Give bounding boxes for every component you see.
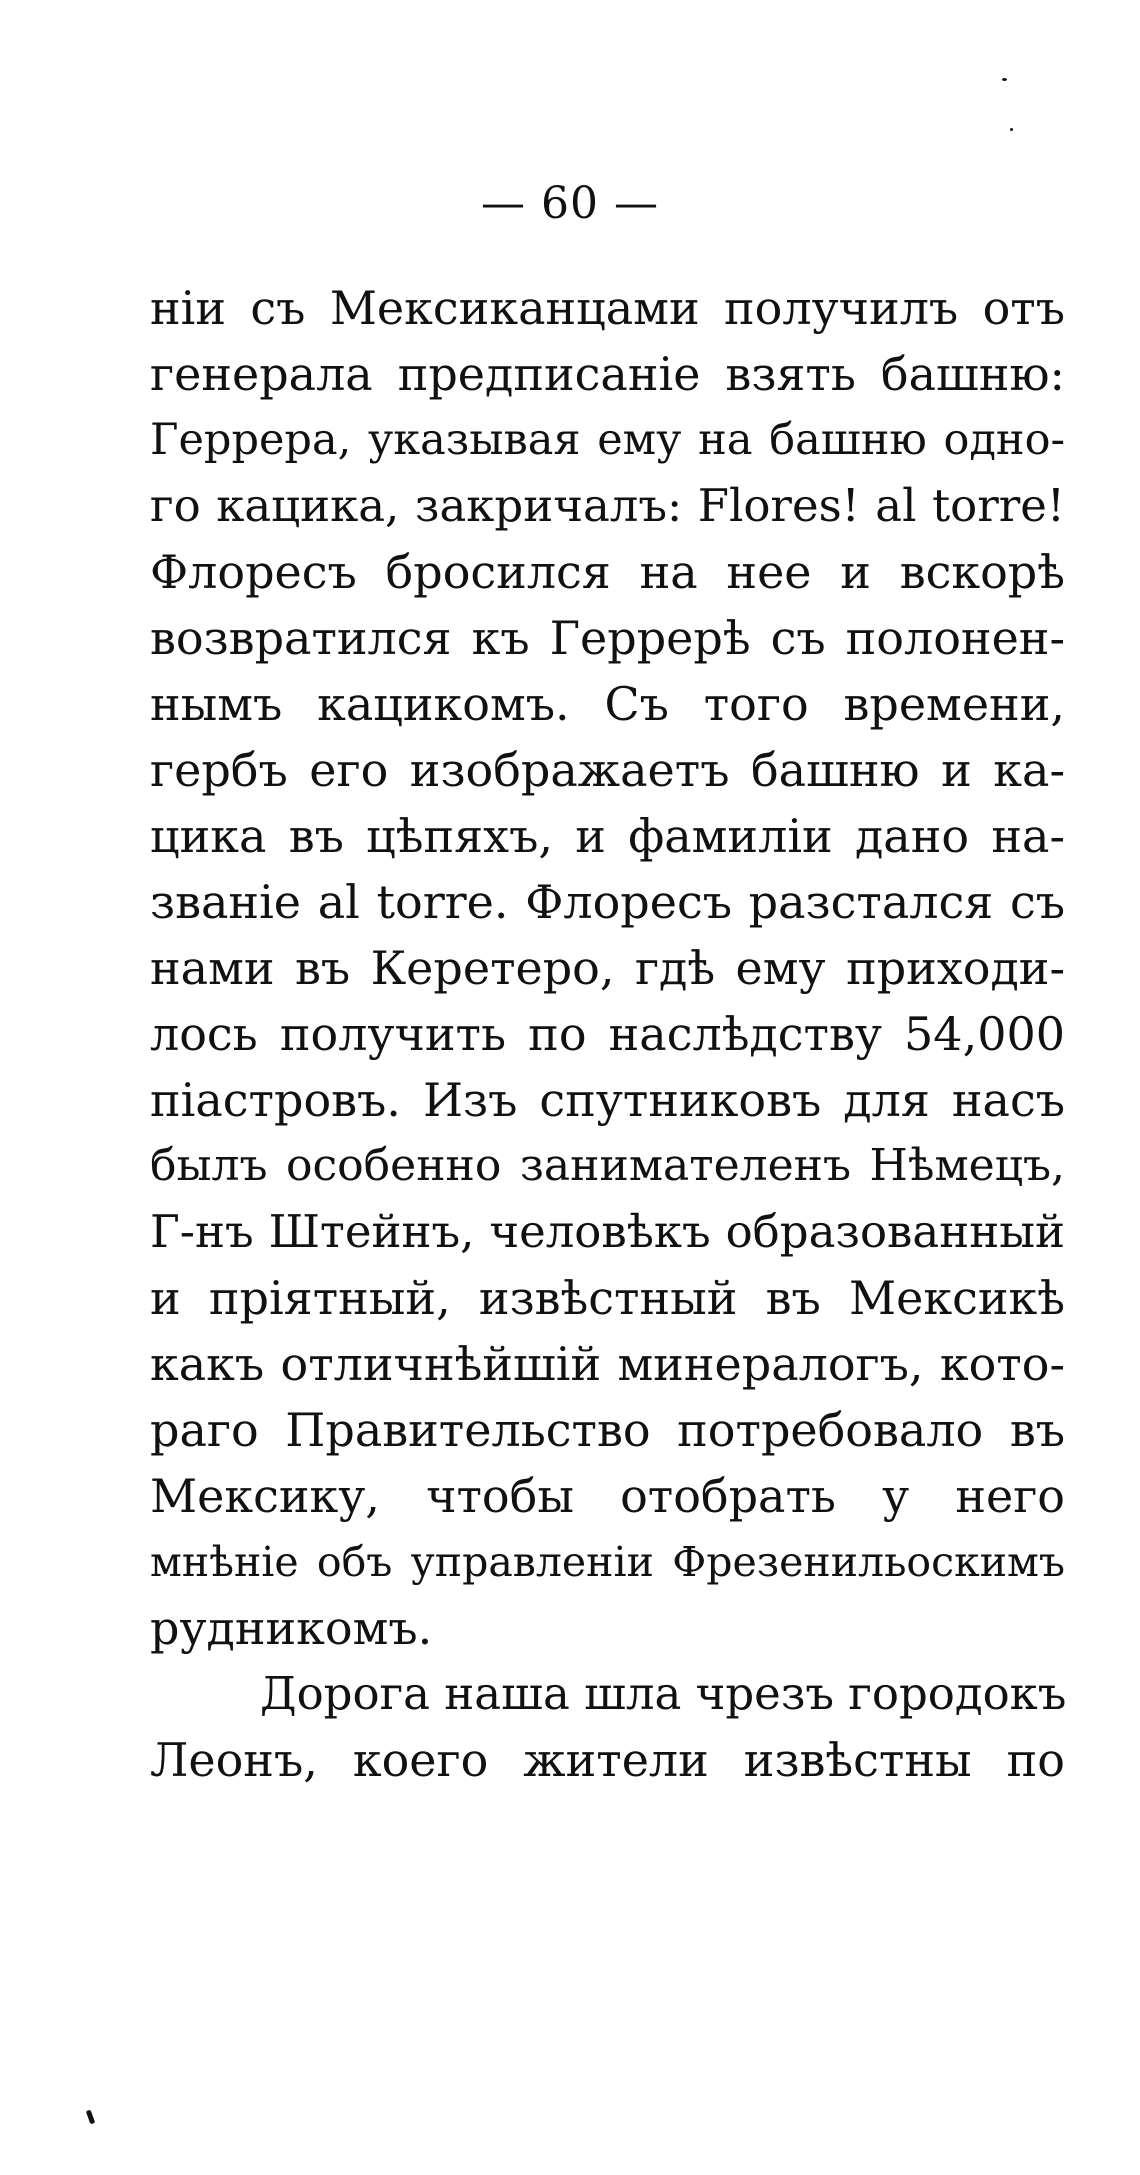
text-line: нами въ Керетеро, гдѣ ему приходи-: [150, 941, 1065, 995]
text-line: генерала предписаніе взять башню:: [150, 347, 1065, 401]
text-line: лось получить по наслѣдству 54,000: [150, 1007, 1065, 1061]
text-line: и пріятный, извѣстный въ Мексикѣ: [150, 1271, 1065, 1325]
page-number: — 60 —: [481, 178, 659, 229]
print-speck: [1010, 128, 1013, 131]
print-speck: [86, 2110, 95, 2125]
text-line: Геррера, указывая ему на башню одно-: [150, 415, 1065, 465]
text-line: Мексику, чтобы отобрать у него: [150, 1469, 1065, 1523]
text-line: ніи съ Мексиканцами получилъ отъ: [150, 281, 1065, 335]
text-line: какъ отличнѣйшій минералогъ, кото-: [150, 1337, 1065, 1391]
text-line: Флоресъ бросился на нее и вскорѣ: [150, 545, 1065, 599]
text-line: званіе al torre. Флоресъ разстался съ: [150, 875, 1065, 929]
text-line: Леонъ, коего жители извѣстны по: [150, 1733, 1065, 1787]
body-text: [150, 275, 1065, 1793]
text-line: гербъ его изображаетъ башню и ка-: [150, 743, 1065, 797]
text-line: піастровъ. Изъ спутниковъ для насъ: [150, 1073, 1065, 1127]
paragraph-end-line: рудникомъ.: [150, 1601, 433, 1655]
text-line: нымъ кацикомъ. Съ того времени,: [150, 677, 1065, 731]
text-line: былъ особенно занимателенъ Нѣмецъ,: [150, 1140, 1065, 1191]
text-line: возвратился къ Геррерѣ съ полонен-: [150, 611, 1065, 665]
text-line: го кацика, закричалъ: Flores! al torre!: [150, 479, 1065, 532]
text-line: раго Правительство потребовало въ: [150, 1403, 1065, 1457]
text-line: цика въ цѣпяхъ, и фамиліи дано на-: [150, 809, 1065, 863]
print-speck: [1002, 78, 1007, 81]
paragraph-start-line: Дорога наша шла чрезъ городокъ: [260, 1667, 1067, 1720]
text-line: Г-нъ Штейнъ, человѣкъ образованный: [150, 1205, 1065, 1258]
text-line: мнѣніе объ управленіи Фрезенильоскимъ: [150, 1538, 1065, 1586]
